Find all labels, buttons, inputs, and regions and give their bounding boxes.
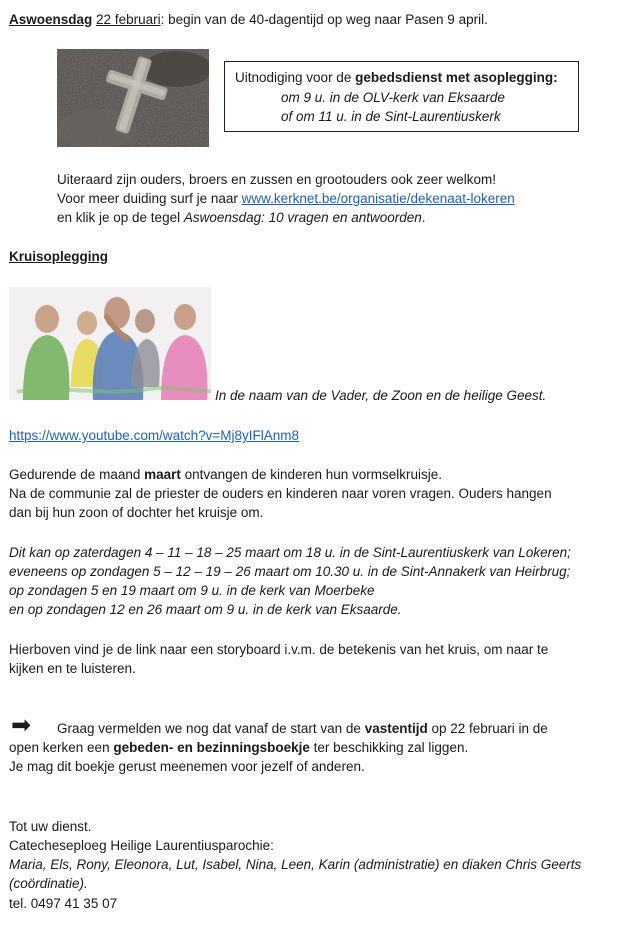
note-l2-bold: gebeden- en bezinningsboekje [113,740,310,755]
note-l1-prefix: Graag vermelden we nog dat vanaf de start van de [57,721,365,736]
cross-caption: In de naam van de Vader, de Zoon en de heilige Geest. [215,388,547,403]
arrow-icon: ➡ [11,712,32,739]
invite-line-2: om 9 u. in de OLV-kerk van Eksaarde [281,90,505,105]
members-line-2: (coördinatie). [9,876,88,891]
ash-title-rest: : begin van de 40-dagentijd op weg naar Pasen 9 april. [160,12,488,27]
watercolor-people-image [9,287,211,400]
welcome-text: Uiteraard zijn ouders, broers en zussen en grootouders ook zeer welkom! [57,172,496,187]
more-info-prefix: Voor meer duiding surf je naar [57,191,242,206]
more-info-line [57,189,515,208]
note-l1-bold: vastentijd [364,721,428,736]
invite-line-1 [235,68,558,87]
communion-line-1: Na de communie zal de priester de ouders en kinderen naar voren vragen. Ouders hangen [9,486,552,501]
invite-line-3: of om 11 u. in de Sint-Laurentiuskerk [281,109,501,124]
ash-cross-icon [57,49,209,147]
schedule-line-1: Dit kan op zaterdagen 4 – 11 – 18 – 25 maart om 18 u. in de Sint-Laurentiuskerk van Lokeren; [9,545,571,560]
tile-suffix: . [421,210,426,225]
cross-heading: Kruisoplegging [9,249,108,264]
note-line-1 [57,719,548,738]
note-line-3: Je mag dit boekje gerust meenemen voor jezelf of anderen. [9,759,365,774]
members-line-1: Maria, Els, Rony, Eleonora, Lut, Isabel, Nina, Leen, Karin (administratie) en diaken Chris Geerts [9,857,582,872]
march-rest: ontvangen de kinderen hun vormselkruisje. [180,467,443,482]
tile-prefix: en klik je op de tegel [57,210,184,225]
invite-bold: gebedsdienst met asoplegging: [355,70,558,85]
storyboard-line-1: Hierboven vind je de link naar een storyboard i.v.m. de betekenis van het kruis, om naar te [9,642,549,657]
note-l1-rest: op 22 februari in de [427,721,548,736]
ash-cross-image [57,49,209,147]
schedule-line-2: eveneens op zondagen 5 – 12 – 19 – 26 maart om 10.30 u. in de Sint-Annakerk van Heirbrug; [9,564,571,579]
invitation-box [224,61,579,132]
ash-title-date: 22 februari [96,12,161,27]
people-illustration-icon [9,287,211,400]
closing-text: Tot uw dienst. [9,819,92,834]
march-line [9,465,442,484]
team-name: Catecheseploeg Heilige Laurentiusparochie: [9,838,274,853]
tile-italic: Aswoensdag: 10 vragen en antwoorden [183,210,422,225]
schedule-line-4: en op zondagen 12 en 26 maart om 9 u. in de kerk van Eksaarde. [9,602,402,617]
schedule-line-3: op zondagen 5 en 19 maart om 9 u. in de kerk van Moerbeke [9,583,375,598]
kerknet-link[interactable]: www.kerknet.be/organisatie/dekenaat-lokeren [241,191,515,206]
note-line-2 [9,738,468,757]
ash-title-line [9,10,488,29]
note-l2-rest: ter beschikking zal liggen. [309,740,469,755]
communion-line-2: dan bij hun zoon of dochter het kruisje om. [9,505,264,520]
invite-prefix: Uitnodiging voor de [235,70,356,85]
march-bold: maart [144,467,181,482]
march-prefix: Gedurende de maand [9,467,145,482]
youtube-line [9,426,299,445]
phone-number: tel. 0497 41 35 07 [9,896,118,911]
storyboard-line-2: kijken en te luisteren. [9,661,136,676]
note-l2-prefix: open kerken een [9,740,114,755]
youtube-link[interactable]: https://www.youtube.com/watch?v=Mj8yIFlAnm8 [9,428,299,443]
tile-line [57,208,426,227]
ash-title-day: Aswoensdag [9,12,93,27]
